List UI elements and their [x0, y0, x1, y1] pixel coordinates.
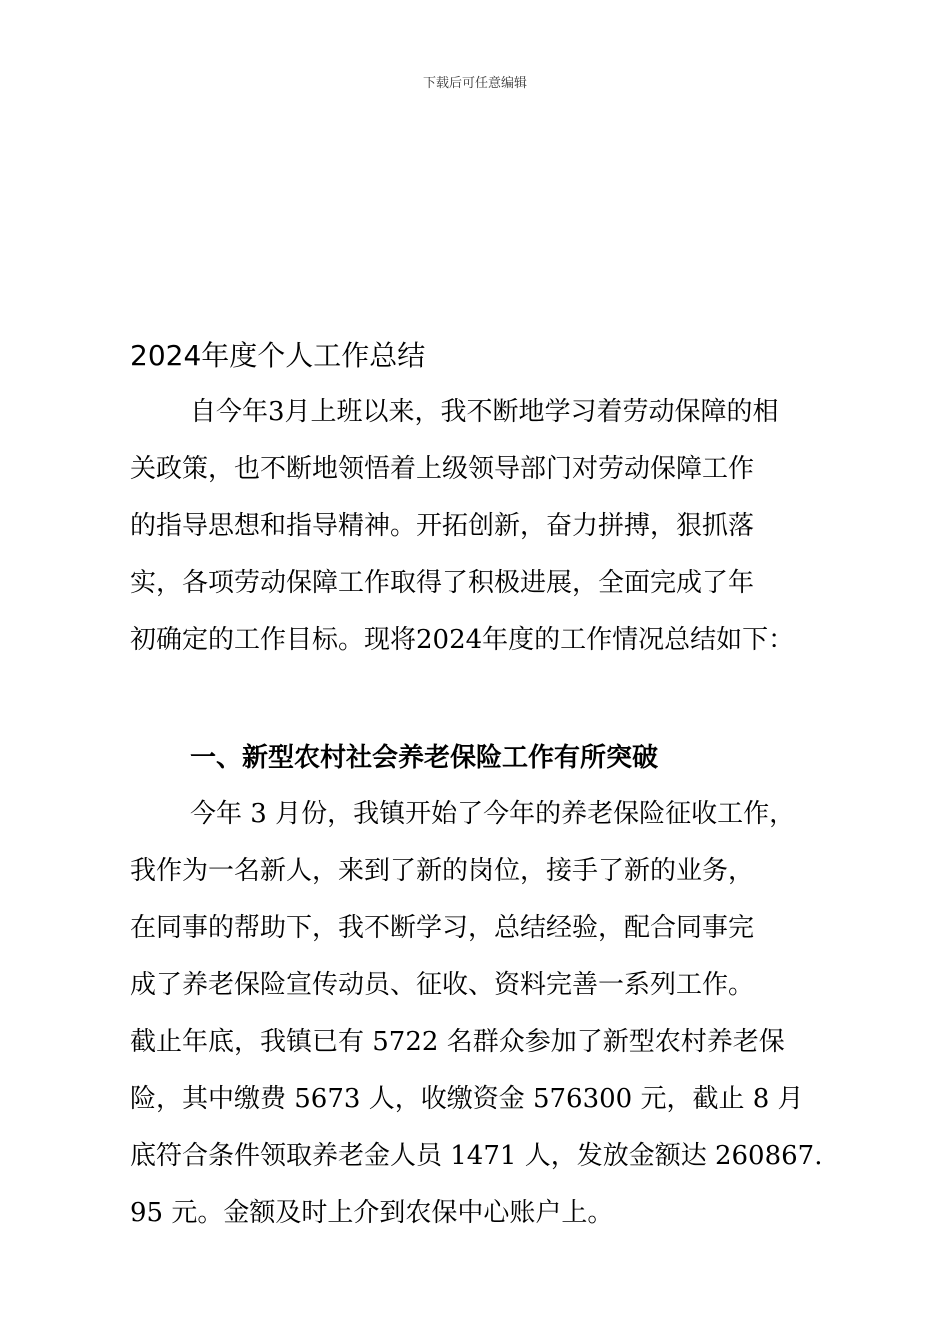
page-header: 下载后可任意编辑 — [422, 76, 527, 91]
intro-paragraph — [130, 384, 865, 669]
paragraph-line: 险，其中缴费 5673 人，收缴资金 576300 元，截止 8 月 — [130, 1084, 804, 1114]
paragraph-line: 我作为一名新人，来到了新的岗位，接手了新的业务， — [130, 856, 755, 886]
paragraph-line: 实，各项劳动保障工作取得了积极进展，全面完成了年 — [130, 568, 755, 598]
document-body — [130, 334, 865, 1242]
paragraph-line: 成了养老保险宣传动员、征收、资料完善一系列工作。 — [130, 970, 755, 1000]
paragraph-line: 自今年3月上班以来，我不断地学习着劳动保障的相 — [190, 397, 779, 427]
paragraph-line: 今年 3 月份，我镇开始了今年的养老保险征收工作， — [190, 799, 796, 829]
section-heading: 一、新型农村社会养老保险工作有所突破 — [190, 743, 659, 773]
section-paragraph — [130, 786, 865, 1242]
paragraph-line: 95 元。金额及时上介到农保中心账户上。 — [130, 1198, 614, 1228]
paragraph-line: 关政策，也不断地领悟着上级领导部门对劳动保障工作 — [130, 454, 755, 484]
paragraph-line: 初确定的工作目标。现将2024年度的工作情况总结如下： — [130, 625, 795, 655]
document-title: 2024年度个人工作总结 — [130, 339, 426, 372]
paragraph-line: 底符合条件领取养老金人员 1471 人，发放金额达 260867. — [130, 1141, 823, 1171]
paragraph-line: 截止年底，我镇已有 5722 名群众参加了新型农村养老保 — [130, 1027, 785, 1057]
paragraph-line: 在同事的帮助下，我不断学习，总结经验，配合同事完 — [130, 913, 755, 943]
paragraph-line: 的指导思想和指导精神。开拓创新，奋力拼搏，狠抓落 — [130, 511, 755, 541]
